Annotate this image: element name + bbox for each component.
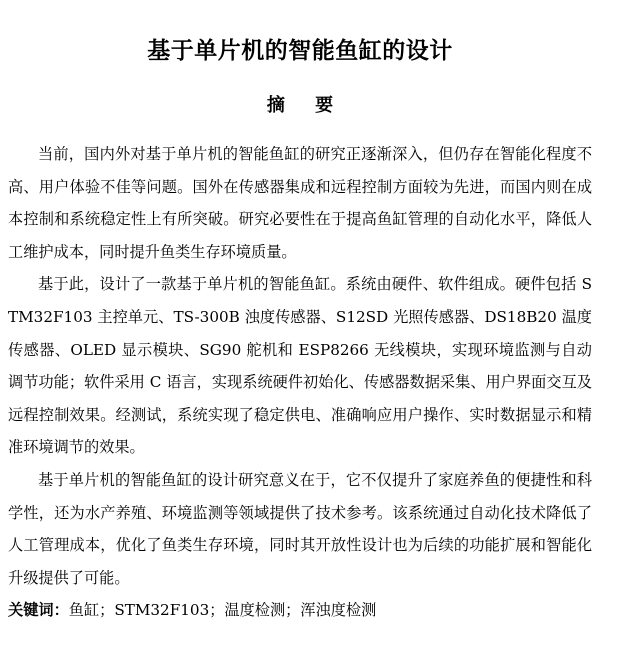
keywords-text: 鱼缸；STM32F103；温度检测；浑浊度检测	[68, 601, 377, 620]
abstract-body	[8, 138, 592, 627]
abstract-paragraph-3: 基于单片机的智能鱼缸的设计研究意义在于，它不仅提升了家庭养鱼的便捷性和科学性，还为水产养殖、环境监测等领域提供了技术参考。该系统通过自动化技术降低了人工管理成本，优化了鱼类生存环境，同时其开放性设计也为后续的功能扩展和智能化升级提供了可能。	[8, 470, 592, 587]
abstract-heading: 摘 要	[266, 95, 346, 116]
keywords-line	[8, 594, 592, 627]
abstract-paragraph-2: 基于此，设计了一款基于单片机的智能鱼缸。系统由硬件、软件组成。硬件包括 STM32F103 主控单元、TS-300B 浊度传感器、S12SD 光照传感器、DS18B20 温度传感器、OLED 显示模块、SG90 舵机和 ESP8266 无线模块，实现环境监测与自动调节功能；软件采用 C 语言，实现系统硬件初始化、传感器数据采集、用户界面交互及远程控制效果。经测试，系统实现了稳定供电、准确响应用户操作、实时数据显示和精准环境调节的效果。	[8, 275, 592, 457]
abstract-paragraph-1: 当前，国内外对基于单片机的智能鱼缸的研究正逐渐深入，但仍存在智能化程度不高、用户体验不佳等问题。国外在传感器集成和远程控制方面较为先进，而国内则在成本控制和系统稳定性上有所突破。研究必要性在于提高鱼缸管理的自动化水平，降低人工维护成本，同时提升鱼类生存环境质量。	[8, 145, 592, 261]
keywords-label: 关键词：	[8, 601, 69, 620]
document-title: 基于单片机的智能鱼缸的设计	[147, 38, 453, 64]
